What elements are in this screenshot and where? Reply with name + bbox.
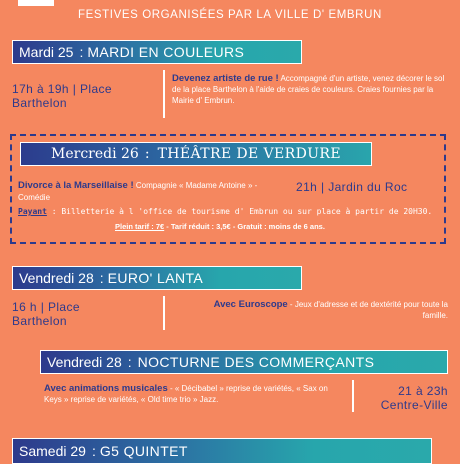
event-highlight: Devenez artiste de rue ! <box>172 73 279 84</box>
event-separator: : <box>144 146 150 162</box>
event-separator: : <box>127 354 132 370</box>
time-line-2: Barthelon <box>12 96 67 110</box>
time-line-1: 17h à 19h | Place <box>12 82 112 96</box>
event-separator: : <box>99 270 104 286</box>
time-line-1: 16 h | Place <box>12 300 80 314</box>
event-time-place: 21h | Jardin du Roc <box>296 180 408 194</box>
event-highlight <box>18 180 257 191</box>
event-day: Vendredi 28 <box>47 354 122 370</box>
event-time-place <box>12 82 112 110</box>
event-bar-samedi-29 <box>12 438 432 464</box>
time-line-2: Centre-Ville <box>380 398 448 412</box>
payant-text: : Billetterie à l 'office de tourisme d' Embrun ou sur place à partir de 20H30. <box>46 207 433 216</box>
time-line-2: Barthelon <box>12 314 67 328</box>
company-text: Compagnie « Madame Antoine » - <box>133 181 258 190</box>
event-title: G5 QUINTET <box>99 443 188 459</box>
event-separator: : <box>91 443 96 459</box>
event-description <box>200 299 448 321</box>
event-highlight: Avec animations musicales <box>44 383 168 394</box>
event-time-place <box>12 300 80 328</box>
event-bar-mardi-25 <box>12 40 302 64</box>
event-bar-vendredi-28-eurolanta <box>12 266 302 290</box>
page-subtitle: FESTIVES ORGANISÉES PAR LA VILLE D' EMBRUN <box>78 9 382 21</box>
payant-label: Payant <box>18 207 47 216</box>
event-separator: : <box>79 44 84 60</box>
event-text: - « Décibabel » reprise de variétés, « Sax on Keys » reprise de variétés, « Old time trio » Jazz. <box>44 384 328 404</box>
event-day: Samedi 29 <box>19 443 86 459</box>
event-highlight: Avec Euroscope <box>213 299 288 310</box>
highlight-text: Divorce à la Marseillaise ! <box>18 180 134 191</box>
divider-line <box>352 380 354 412</box>
plein-tarif: Plein tarif : 7€ <box>115 222 165 231</box>
event-bar-vendredi-28-nocturne <box>40 350 448 374</box>
event-time-place <box>360 384 448 412</box>
divider-line <box>163 70 165 118</box>
event-genre: Comédie <box>18 193 51 202</box>
event-day: Vendredi 28 <box>19 270 94 286</box>
event-bar-mercredi-26 <box>20 142 372 166</box>
event-title: THÉÂTRE DE VERDURE <box>157 146 341 162</box>
event-day: Mercredi 26 <box>51 146 139 162</box>
time-line-1: 21 à 23h <box>398 384 448 398</box>
top-decor-tab <box>18 0 54 6</box>
event-title: NOCTURNE DES COMMERÇANTS <box>137 354 375 370</box>
event-text: Accompagné d'un artiste, venez décorer le sol de la place Barthelon à l'aide de craies de couleurs. Craies fournies par la Mairie d' Embrun. <box>172 74 445 105</box>
gratuit: - Gratuit : moins de 6 ans. <box>230 222 325 231</box>
event-title: MARDI EN COULEURS <box>87 44 245 60</box>
tarif-line <box>115 222 325 231</box>
divider-line <box>163 296 165 330</box>
tarif-reduit: - Tarif réduit : 3,5€ <box>164 222 231 231</box>
event-text: - Jeux d'adresse et de dextérité pour toute la famille. <box>287 300 448 320</box>
event-title: EURO' LANTA <box>107 270 204 286</box>
event-day: Mardi 25 <box>19 44 74 60</box>
payant-line <box>18 207 432 216</box>
event-description <box>172 73 448 106</box>
event-description <box>44 383 344 405</box>
